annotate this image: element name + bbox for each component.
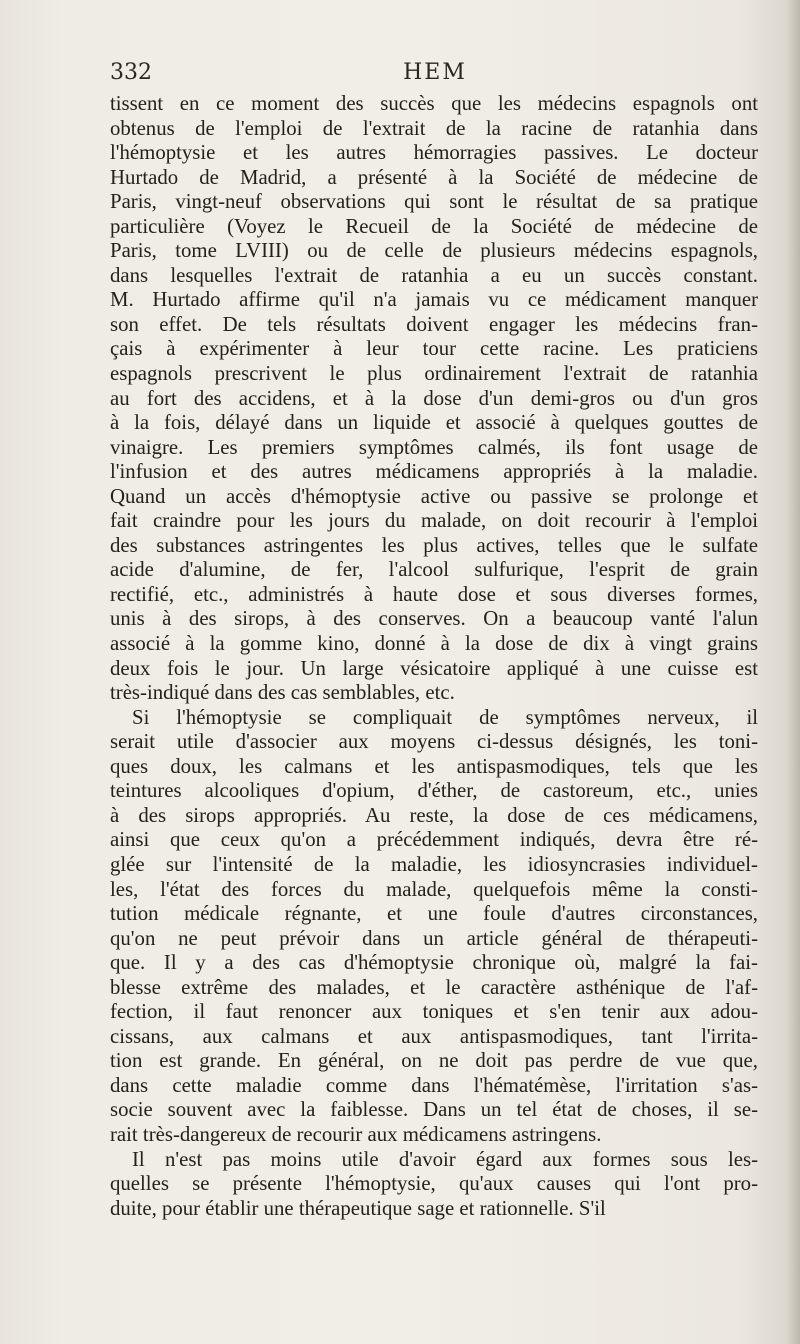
text-line: ainsi que ceux qu'on a précédemment indiqués, devra être ré-	[110, 828, 758, 852]
text-line: rectifié, etc., administrés à haute dose et sous diverses formes,	[110, 582, 758, 606]
text-line: çais à expérimenter à leur tour cette racine. Les praticiens	[110, 337, 758, 361]
text-line: acide d'alumine, de fer, l'alcool sulfurique, l'esprit de grain	[110, 558, 758, 582]
text-line: Il n'est pas moins utile d'avoir égard aux formes sous les-	[132, 1147, 758, 1171]
text-line: teintures alcooliques d'opium, d'éther, de castoreum, etc., unies	[110, 779, 758, 803]
text-line: vinaigre. Les premiers symptômes calmés, ils font usage de	[110, 435, 758, 459]
text-line: que. Il y a des cas d'hémoptysie chronique où, malgré la fai-	[110, 951, 758, 975]
text-line: Paris, vingt-neuf observations qui sont le résultat de sa pratique	[110, 190, 758, 214]
text-line: fait craindre pour les jours du malade, on doit recourir à l'emploi	[110, 509, 758, 533]
running-head-title: HEM	[403, 60, 467, 85]
text-line: particulière (Voyez le Recueil de la Société de médecine de	[110, 214, 758, 238]
text-line: unis à des sirops, à des conserves. On a beaucoup vanté l'alun	[110, 607, 758, 631]
text-line: qu'on ne peut prévoir dans un article général de thérapeuti-	[110, 926, 758, 950]
text-line: duite, pour établir une thérapeutique sage et rationnelle. S'il	[110, 1196, 606, 1220]
text-line: les, l'état des forces du malade, quelquefois même la consti-	[110, 877, 758, 901]
text-line: rait très-dangereux de recourir aux médicamens astringens.	[110, 1122, 602, 1146]
text-line: l'infusion et des autres médicamens appropriés à la maladie.	[110, 460, 758, 484]
text-line: obtenus de l'emploi de l'extrait de la racine de ratanhia dans	[110, 116, 758, 140]
text-line: tion est grande. En général, on ne doit pas perdre de vue que,	[110, 1049, 758, 1073]
text-line: Quand un accès d'hémoptysie active ou passive se prolonge et	[110, 484, 758, 508]
text-line: blesse extrême des malades, et le caractère asthénique de l'af-	[110, 975, 758, 999]
text-line: cissans, aux calmans et aux antispasmodiques, tant l'irrita-	[110, 1024, 758, 1048]
paragraph	[110, 706, 758, 1148]
text-line: dans lesquelles l'extrait de ratanhia a eu un succès constant.	[110, 263, 758, 287]
text-line: tissent en ce moment des succès que les médecins espagnols ont	[110, 92, 758, 115]
text-line: à des sirops appropriés. Au reste, la dose de ces médicamens,	[110, 803, 758, 827]
text-line: deux fois le jour. Un large vésicatoire appliqué à une cuisse est	[110, 656, 758, 680]
text-line: socie souvent avec la faiblesse. Dans un tel état de choses, il se-	[110, 1098, 758, 1122]
text-line: Hurtado de Madrid, a présenté à la Société de médecine de	[110, 165, 758, 189]
text-line: espagnols prescrivent le plus ordinairement l'extrait de ratanhia	[110, 362, 758, 386]
paragraph	[110, 92, 758, 706]
text-line: à la fois, délayé dans un liquide et associé à quelques gouttes de	[110, 411, 758, 435]
text-line: au fort des accidens, et à la dose d'un demi-gros ou d'un gros	[110, 386, 758, 410]
text-line: glée sur l'intensité de la maladie, les idiosyncrasies individuel-	[110, 852, 758, 876]
text-line: quelles se présente l'hémoptysie, qu'aux causes qui l'ont pro-	[110, 1172, 758, 1196]
paragraph	[110, 1148, 758, 1222]
text-line: serait utile d'associer aux moyens ci-dessus désignés, les toni-	[110, 730, 758, 754]
text-line: très-indiqué dans des cas semblables, etc.	[110, 681, 455, 705]
text-line: tution médicale régnante, et une foule d'autres circonstances,	[110, 902, 758, 926]
text-line: associé à la gomme kino, donné à la dose de dix à vingt grains	[110, 632, 758, 656]
text-line: M. Hurtado affirme qu'il n'a jamais vu ce médicament manquer	[110, 288, 758, 312]
text-line: Si l'hémoptysie se compliquait de symptômes nerveux, il	[132, 705, 758, 729]
text-line: son effet. De tels résultats doivent engager les médecins fran-	[110, 312, 758, 336]
text-line: fection, il faut renoncer aux toniques et s'en tenir aux adou-	[110, 1000, 758, 1024]
running-head	[110, 60, 760, 90]
text-line: des substances astringentes les plus actives, telles que le sulfate	[110, 533, 758, 557]
text-line: dans cette maladie comme dans l'hématémèse, l'irritation s'as-	[110, 1073, 758, 1097]
text-line: ques doux, les calmans et les antispasmodiques, tels que les	[110, 754, 758, 778]
text-line: l'hémoptysie et les autres hémorragies passives. Le docteur	[110, 141, 758, 165]
body-text	[110, 92, 758, 1221]
text-line: Paris, tome LVIII) ou de celle de plusieurs médecins espagnols,	[110, 239, 758, 263]
page-number: 332	[110, 60, 152, 85]
